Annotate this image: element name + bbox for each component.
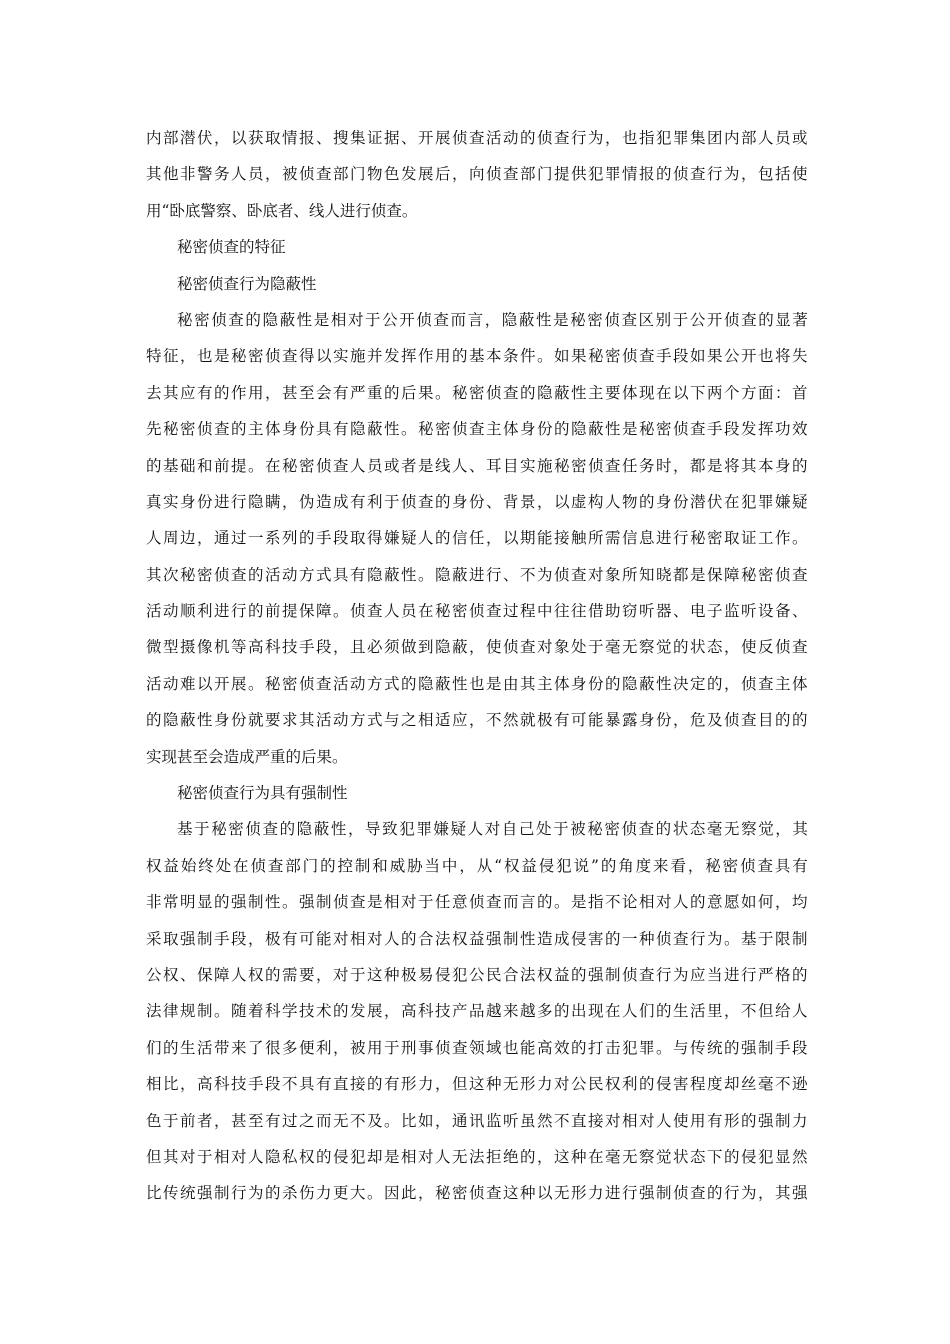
text-line: 法 律 规 制 。 随 着 科 学 技 术 的 发 展 ， 高 科 技 产 品 越 来 越 多 的 出 现 在 人 们 的 生 活 里 ， 不 但 给 人 <box>146 1002 808 1021</box>
text-line: 但 其 对 于 相 对 人 隐 私 权 的 侵 犯 却 是 相 对 人 无 法 拒 绝 的 ， 这 种 在 毫 无 察 觉 状 态 下 的 侵 犯 显 然 <box>146 1147 808 1166</box>
text-line: 基 于 秘 密 侦 查 的 隐 蔽 性 ， 导 致 犯 罪 嫌 疑 人 对 自 己 处 于 被 秘 密 侦 查 的 状 态 毫 无 察 觉 ， 其 <box>177 820 808 839</box>
text-line: 比 传 统 强 制 行 为 的 杀 伤 力 更 大 。 因 此 ， 秘 密 侦 查 这 种 以 无 形 力 进 行 强 制 侦 查 的 行 为 ， 其 强 <box>146 1184 808 1203</box>
text-line: 微 型 摄 像 机 等 高 科 技 手 段 ， 且 必 须 做 到 隐 蔽 ， 使 侦 查 对 象 处 于 毫 无 察 觉 的 状 态 ， 使 反 侦 查 <box>146 638 808 657</box>
text-line: 去 其 应 有 的 作 用 ， 甚 至 会 有 严 重 的 后 果 。 秘 密 侦 查 的 隐 蔽 性 主 要 体 现 在 以 下 两 个 方 面 ： 首 <box>146 383 808 402</box>
text-line: 的 基 础 和 前 提 。 在 秘 密 侦 查 人 员 或 者 是 线 人 、 耳 目 实 施 秘 密 侦 查 任 务 时 ， 都 是 将 其 本 身 的 <box>146 456 808 475</box>
text-line: 其 次 秘 密 侦 查 的 活 动 方 式 具 有 隐 蔽 性 。 隐 蔽 进 行 、 不 为 侦 查 对 象 所 知 晓 都 是 保 障 秘 密 侦 查 <box>146 565 808 584</box>
text-line: 先 秘 密 侦 查 的 主 体 身 份 具 有 隐 蔽 性 。 秘 密 侦 查 主 体 身 份 的 隐 蔽 性 是 秘 密 侦 查 手 段 发 挥 功 效 <box>146 420 808 439</box>
text-line: 内 部 潜 伏 ， 以 获 取 情 报 、 搜 集 证 据 、 开 展 侦 查 活 动 的 侦 查 行 为 ， 也 指 犯 罪 集 团 内 部 人 员 或 <box>146 129 808 147</box>
text-line: 秘 密 侦 查 的 隐 蔽 性 是 相 对 于 公 开 侦 查 而 言 ， 隐 蔽 性 是 秘 密 侦 查 区 别 于 公 开 侦 查 的 显 著 <box>177 310 808 329</box>
text-line: 秘密侦查行为隐蔽性 <box>177 274 317 293</box>
text-line: 真 实 身 份 进 行 隐 瞒 ， 伪 造 成 有 利 于 侦 查 的 身 份 、 背 景 ， 以 虚 构 人 物 的 身 份 潜 伏 在 犯 罪 嫌 疑 <box>146 492 808 511</box>
text-line: 人 周 边 ， 通 过 一 系 列 的 手 段 取 得 嫌 疑 人 的 信 任 ， 以 期 能 接 触 所 需 信 息 进 行 秘 密 取 证 工 作 。 <box>146 529 808 548</box>
text-line: 秘密侦查行为具有强制性 <box>177 784 348 803</box>
text-line: 相 比 ， 高 科 技 手 段 不 具 有 直 接 的 有 形 力 ， 但 这 种 无 形 力 对 公 民 权 利 的 侵 害 程 度 却 丝 毫 不 逊 <box>146 1075 808 1094</box>
text-line: 活 动 顺 利 进 行 的 前 提 保 障 。 侦 查 人 员 在 秘 密 侦 查 过 程 中 往 往 借 助 窃 听 器 、 电 子 监 听 设 备 、 <box>146 602 808 621</box>
document-body <box>146 120 808 1212</box>
text-line: 们 的 生 活 带 来 了 很 多 便 利 ， 被 用 于 刑 事 侦 查 领 域 也 能 高 效 的 打 击 犯 罪 。 与 传 统 的 强 制 手 段 <box>146 1038 808 1057</box>
text-line: 采 取 强 制 手 段 ， 极 有 可 能 对 相 对 人 的 合 法 权 益 强 制 性 造 成 侵 害 的 一 种 侦 查 行 为 。 基 于 限 制 <box>146 929 808 948</box>
text-line: 权 益 始 终 处 在 侦 查 部 门 的 控 制 和 威 胁 当 中 ， 从 “ 权 益 侵 犯 说 ” 的 角 度 来 看 ， 秘 密 侦 查 具 有 <box>146 856 808 875</box>
text-line: 用“卧底警察、卧底者、线人进行侦查。 <box>146 201 418 220</box>
text-line: 非 常 明 显 的 强 制 性 。 强 制 侦 查 是 相 对 于 任 意 侦 查 而 言 的 。 是 指 不 论 相 对 人 的 意 愿 如 何 ， 均 <box>146 893 808 912</box>
text-line: 活 动 难 以 开 展 。 秘 密 侦 查 活 动 方 式 的 隐 蔽 性 也 是 由 其 主 体 身 份 的 隐 蔽 性 决 定 的 ， 侦 查 主 体 <box>146 674 808 693</box>
text-line: 实现甚至会造成严重的后果。 <box>146 747 348 766</box>
text-line: 秘密侦查的特征 <box>177 238 286 257</box>
text-line: 的 隐 蔽 性 身 份 就 要 求 其 活 动 方 式 与 之 相 适 应 ， 不 然 就 极 有 可 能 暴 露 身 份 ， 危 及 侦 查 目 的 的 <box>146 711 808 730</box>
text-line: 公 权 、 保 障 人 权 的 需 要 ， 对 于 这 种 极 易 侵 犯 公 民 合 法 权 益 的 强 制 侦 查 行 为 应 当 进 行 严 格 的 <box>146 965 808 984</box>
text-line: 特 征 ， 也 是 秘 密 侦 查 得 以 实 施 并 发 挥 作 用 的 基 本 条 件 。 如 果 秘 密 侦 查 手 段 如 果 公 开 也 将 失 <box>146 347 808 366</box>
text-line: 其 他 非 警 务 人 员 ， 被 侦 查 部 门 物 色 发 展 后 ， 向 侦 查 部 门 提 供 犯 罪 情 报 的 侦 查 行 为 ， 包 括 使 <box>146 165 808 184</box>
text-line: 色 于 前 者 ， 甚 至 有 过 之 而 无 不 及 。 比 如 ， 通 讯 监 听 虽 然 不 直 接 对 相 对 人 使 用 有 形 的 强 制 力 <box>146 1111 808 1130</box>
